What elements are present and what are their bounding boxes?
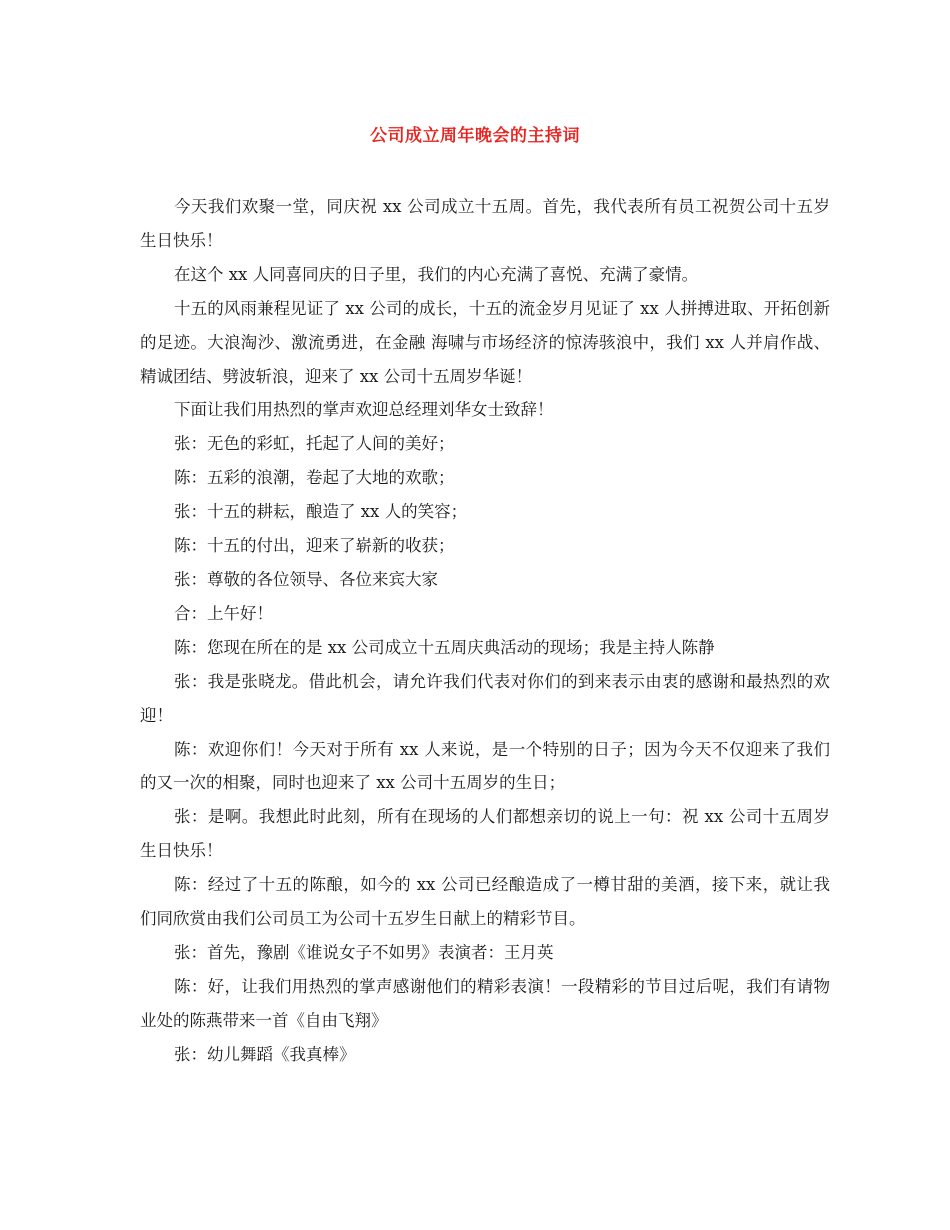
dialogue-line: 张：是啊。我想此时此刻，所有在现场的人们都想亲切的说上一句：祝 xx 公司十五周岁生日快乐！	[140, 807, 830, 861]
dialogue-line: 张：幼儿舞蹈《我真棒》	[174, 1044, 356, 1064]
dialogue-line: 陈：十五的付出，迎来了崭新的收获；	[174, 536, 455, 556]
paragraph-welcome-gm: 下面让我们用热烈的掌声欢迎总经理刘华女士致辞！	[174, 400, 554, 420]
dialogue-line: 陈：您现在所在的是 xx 公司成立十五周庆典活动的现场；我是主持人陈静	[174, 637, 715, 657]
paragraph-opening: 今天我们欢聚一堂，同庆祝 xx 公司成立十五周。首先，我代表所有员工祝贺公司十五岁生日快乐！	[140, 197, 830, 250]
paragraph-celebration: 在这个 xx 人同喜同庆的日子里，我们的内心充满了喜悦、充满了豪情。	[174, 264, 699, 284]
dialogue-line: 陈：欢迎你们！今天对于所有 xx 人来说，是一个特别的日子；因为今天不仅迎来了我们的又一次的相聚，同时也迎来了 xx 公司十五周岁的生日；	[140, 739, 830, 793]
dialogue-line: 合：上午好！	[174, 603, 273, 623]
dialogue-line: 张：我是张晓龙。借此机会，请允许我们代表对你们的到来表示由衷的感谢和最热烈的欢迎！	[140, 671, 830, 725]
dialogue-line: 陈：好，让我们用热烈的掌声感谢他们的精彩表演！一段精彩的节目过后呢，我们有请物业处的陈燕带来一首《自由飞翔》	[140, 976, 830, 1030]
document-body	[140, 190, 830, 1072]
dialogue-line: 张：首先，豫剧《谁说女子不如男》表演者：王月英	[174, 942, 554, 962]
dialogue-line: 张：无色的彩虹，托起了人间的美好；	[174, 434, 455, 454]
dialogue-line: 陈：五彩的浪潮，卷起了大地的欢歌；	[174, 468, 455, 488]
paragraph-history: 十五的风雨兼程见证了 xx 公司的成长，十五的流金岁月见证了 xx 人拼搏进取、开拓创新的足迹。大浪淘沙、激流勇进，在金融 海啸与市场经济的惊涛骇浪中，我们 xx 人并肩作战、精诚团结、劈波斩浪，迎来了 xx 公司十五周岁华诞！	[140, 298, 830, 386]
dialogue-line: 张：尊敬的各位领导、各位来宾大家	[174, 569, 438, 589]
dialogue-line: 张：十五的耕耘，酿造了 xx 人的笑容；	[174, 502, 468, 522]
dialogue-line: 陈：经过了十五的陈酿，如今的 xx 公司已经酿造成了一樽甘甜的美酒，接下来，就让我们同欣赏由我们公司员工为公司十五岁生日献上的精彩节目。	[140, 875, 830, 929]
document-title: 公司成立周年晚会的主持词	[370, 126, 580, 146]
